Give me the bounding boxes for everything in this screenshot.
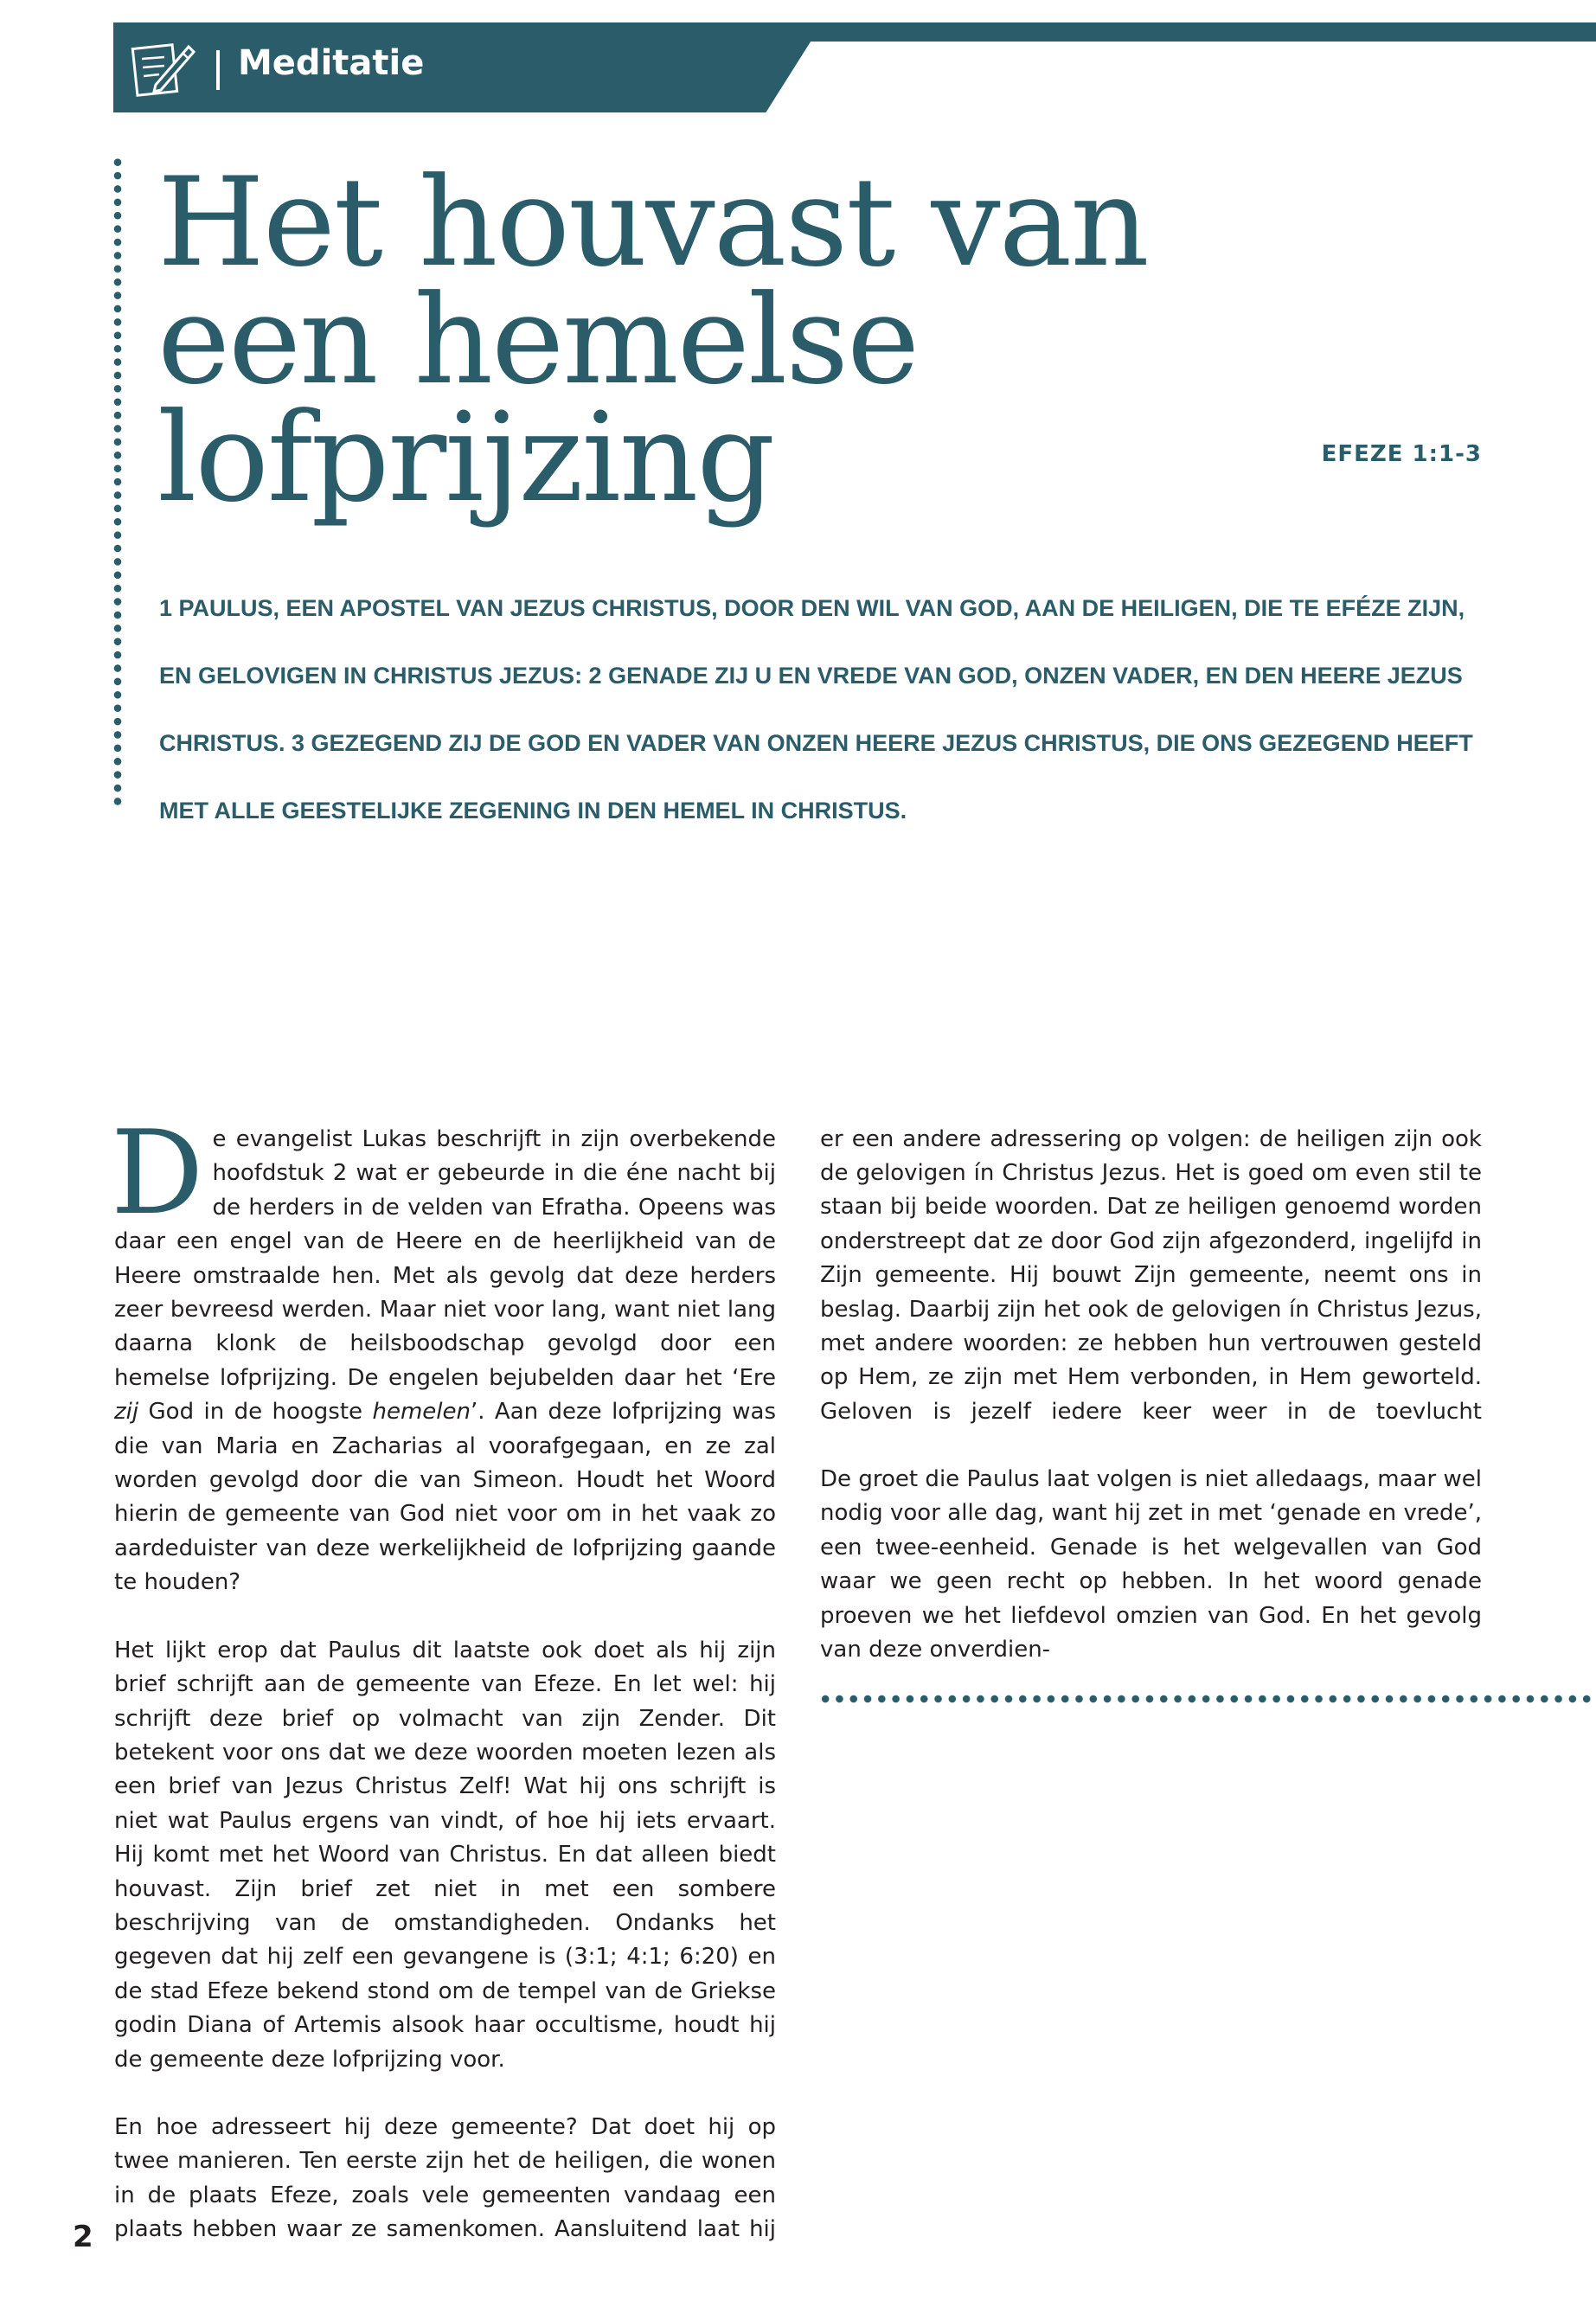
body-column-right bbox=[820, 1123, 1482, 1701]
section-tab bbox=[113, 22, 823, 112]
dotted-horizontal-rule bbox=[818, 1694, 1596, 1704]
body-column-left bbox=[111, 1106, 777, 2247]
drop-cap: D bbox=[111, 1106, 204, 1240]
writing-pen-icon bbox=[130, 38, 197, 99]
scripture-quote bbox=[159, 574, 1491, 844]
dotted-vertical-rule bbox=[113, 156, 122, 809]
title-line-1: Het houvast van bbox=[157, 151, 1148, 294]
scripture-line: MET ALLE GEESTELIJKE ZEGENING IN DEN HEMEL IN CHRISTUS. bbox=[159, 798, 907, 824]
tab-separator bbox=[216, 50, 220, 90]
bible-reference: EFEZE 1:1-3 bbox=[1321, 441, 1482, 467]
body-paragraph: De evangelist Lukas beschrijft in zijn overbekende hoofdstuk 2 wat er gebeurde in die éne nacht bij de herders in de velden van Efratha. Opeens was daar een engel van de Heere en de heerlijkheid van de Heere omstraalde hen. Met als gevolg dat deze herders zeer bevreesd werden. Maar niet voor lang, want niet lang daarna klonk de heilsboodschap gevolgd door een hemelse lofprijzing. De engelen bejubelden daar het ‘Ere zij God in de hoogste hemelen’. Aan deze lofprijzing was die van Maria en Zacharias al voorafgegaan, en ze zal worden gevolgd door die van Simeon. Houdt het Woord hierin de gemeente van God niet voor om in het vaak zo aardeduister van deze werkelijkheid de lofprijzing gaande te houden? bbox=[111, 1106, 777, 1596]
page-number: 2 bbox=[73, 2220, 93, 2254]
title-line-2: een hemelse lofprijzing bbox=[157, 269, 919, 529]
scripture-line: CHRISTUS. 3 GEZEGEND ZIJ DE GOD EN VADER VAN ONZEN HEERE JEZUS CHRISTUS, DIE ONS GEZEGEND HEEFT bbox=[159, 730, 1473, 756]
body-paragraph: En hoe adresseert hij deze gemeente? Dat doet hij op twee manieren. Ten eerste zijn het de heiligen, die wonen in de plaats Efeze, zoals vele gemeenten vandaag een plaats hebben waar ze samenkomen. Aansluitend laat hij bbox=[114, 2113, 776, 2243]
header-top-rule bbox=[770, 22, 1596, 42]
body-paragraph-continued: er een andere adressering op volgen: de heiligen zijn ook de gelovigen ín Christus Jezus. Het is goed om even stil te staan bij beide woorden. Dat ze heiligen genoemd worden onderstreept dat ze door God zijn afgezonderd, ingelijfd in Zijn gemeente. Hij bouwt Zijn gemeente, neemt ons in beslag. Daarbij zijn het ook de gelovigen ín Christus Jezus, met andere woorden: ze hebben hun vertrouwen gesteld op Hem, ze zijn met Hem verbonden, in Hem geworteld. Geloven is jezelf iedere keer weer in de toevlucht bbox=[820, 1125, 1482, 1425]
scripture-line: 1 PAULUS, EEN APOSTEL VAN JEZUS CHRISTUS, DOOR DEN WIL VAN GOD, AAN DE HEILIGEN, DIE TE EFÉZE ZIJN, bbox=[159, 595, 1465, 621]
body-paragraph: De groet die Paulus laat volgen is niet alledaags, maar wel nodig voor alle dag, want hij zet in met ‘genade en vrede’, een twee-eenheid. Genade is het welgevallen van God waar we geen recht op hebben. In het woord genade proeven we het liefdevol omzien van God. En het gevolg van deze onverdien- bbox=[820, 1466, 1482, 1663]
body-paragraph: Het lijkt erop dat Paulus dit laatste ook doet als hij zijn brief schrijft aan de gemeente van Efeze. En let wel: hij schrijft deze brief op volmacht van zijn Zender. Dit betekent voor ons dat we deze woorden moeten lezen als een brief van Jezus Christus Zelf! Wat hij ons schrijft is niet wat Paulus ergens van vindt, of hoe hij iets ervaart. Hij komt met het Woord van Christus. En dat alleen biedt houvast. Zijn brief zet niet in met een sombere beschrijving van de omstandigheden. Ondanks het gegeven dat hij zelf een gevangene is (3:1; 4:1; 6:20) en de stad Efeze bekend stond om de tempel van de Griekse godin Diana of Artemis alsook haar occultisme, houdt hij de gemeente deze lofprijzing voor. bbox=[114, 1637, 776, 2073]
section-label: Meditatie bbox=[238, 43, 425, 83]
scripture-line: EN GELOVIGEN IN CHRISTUS JEZUS: 2 GENADE ZIJ U EN VREDE VAN GOD, ONZEN VADER, EN DEN HEERE JEZUS bbox=[159, 663, 1463, 689]
